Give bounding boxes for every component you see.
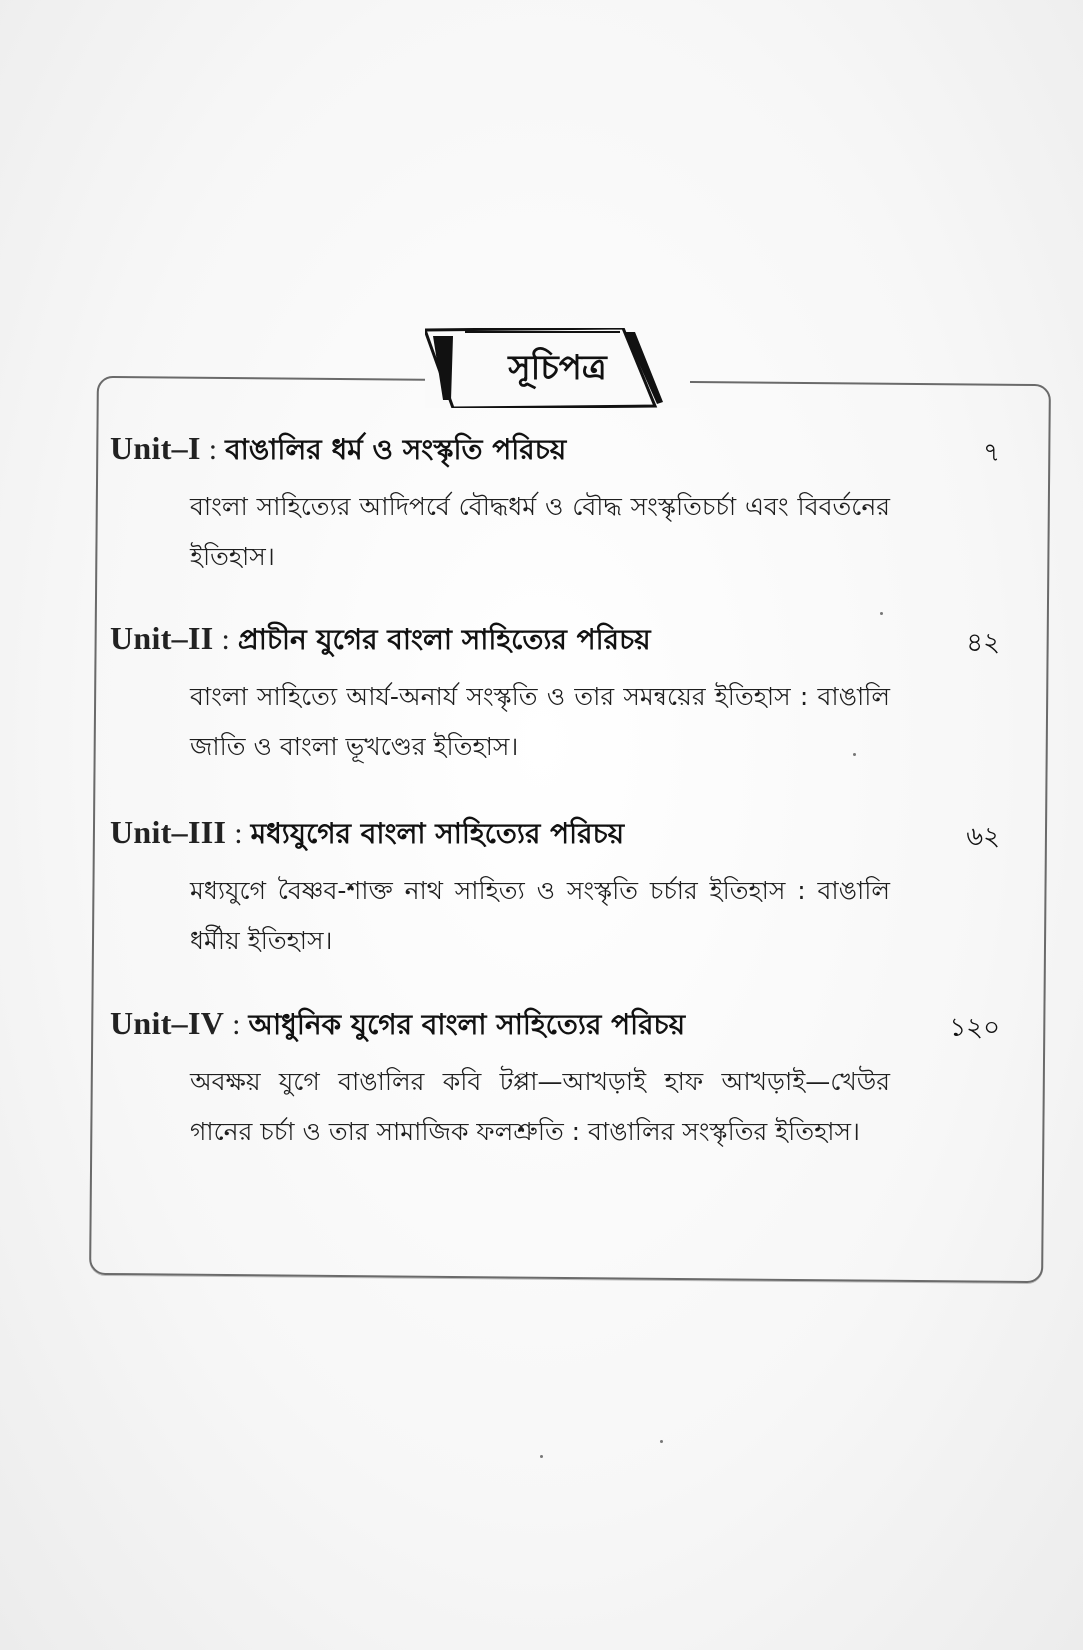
unit-description: অবক্ষয় যুগে বাঙালির কবি টপ্পা—আখড়াই হাফ আখড়াই—খেউর গানের চর্চা ও তার সামাজিক ফলশ্রুতি : বাঙালির সংস্কৃতির ইতিহাস। — [190, 1067, 890, 1146]
scan-speck — [880, 612, 883, 615]
title-banner — [425, 328, 690, 408]
separator: : — [221, 623, 230, 656]
entry-heading — [110, 1003, 1030, 1051]
scan-speck — [853, 753, 856, 756]
unit-description: মধ্যযুগে বৈষ্ণব-শাক্ত নাথ সাহিত্য ও সংস্কৃতি চর্চার ইতিহাস : বাঙালি ধর্মীয় ইতিহাস। — [190, 876, 890, 955]
scan-speck — [540, 1455, 543, 1458]
unit-label: Unit–IV — [110, 1005, 225, 1041]
scan-speck — [660, 1440, 663, 1443]
entry-heading — [110, 812, 1030, 860]
unit-description: বাংলা সাহিত্যের আদিপর্বে বৌদ্ধধর্ম ও বৌদ্ধ সংস্কৃতিচর্চা এবং বিবর্তনের ইতিহাস। — [190, 492, 890, 571]
unit-label: Unit–III — [110, 814, 227, 850]
unit-label: Unit–II — [110, 620, 214, 656]
entry-heading — [110, 428, 1030, 476]
page-number: ৬২ — [966, 822, 1000, 852]
page-number: ১২০ — [949, 1013, 1000, 1043]
unit-title: বাঙালির ধর্ম ও সংস্কৃতি পরিচয় — [225, 433, 567, 466]
separator: : — [234, 817, 243, 850]
separator: : — [232, 1008, 241, 1041]
separator: : — [208, 433, 218, 466]
page-number: ৪২ — [966, 628, 1000, 658]
unit-label: Unit–I — [110, 430, 201, 466]
page-title: সূচিপত্র — [508, 348, 607, 388]
toc-entry-unit-3 — [110, 812, 1030, 966]
unit-title: প্রাচীন যুগের বাংলা সাহিত্যের পরিচয় — [237, 623, 651, 656]
unit-title: আধুনিক যুগের বাংলা সাহিত্যের পরিচয় — [248, 1008, 686, 1041]
entry-heading — [110, 618, 1030, 666]
unit-description: বাংলা সাহিত্যে আর্য-অনার্য সংস্কৃতি ও তার সমন্বয়ের ইতিহাস : বাঙালি জাতি ও বাংলা ভূখণ্ডের ইতিহাস। — [190, 682, 890, 761]
page-number: ৭ — [983, 438, 1000, 468]
toc-entry-unit-4 — [110, 1003, 1030, 1157]
unit-title: মধ্যযুগের বাংলা সাহিত্যের পরিচয় — [250, 817, 625, 850]
toc-entry-unit-2 — [110, 618, 1030, 772]
toc-entry-unit-1 — [110, 428, 1030, 582]
